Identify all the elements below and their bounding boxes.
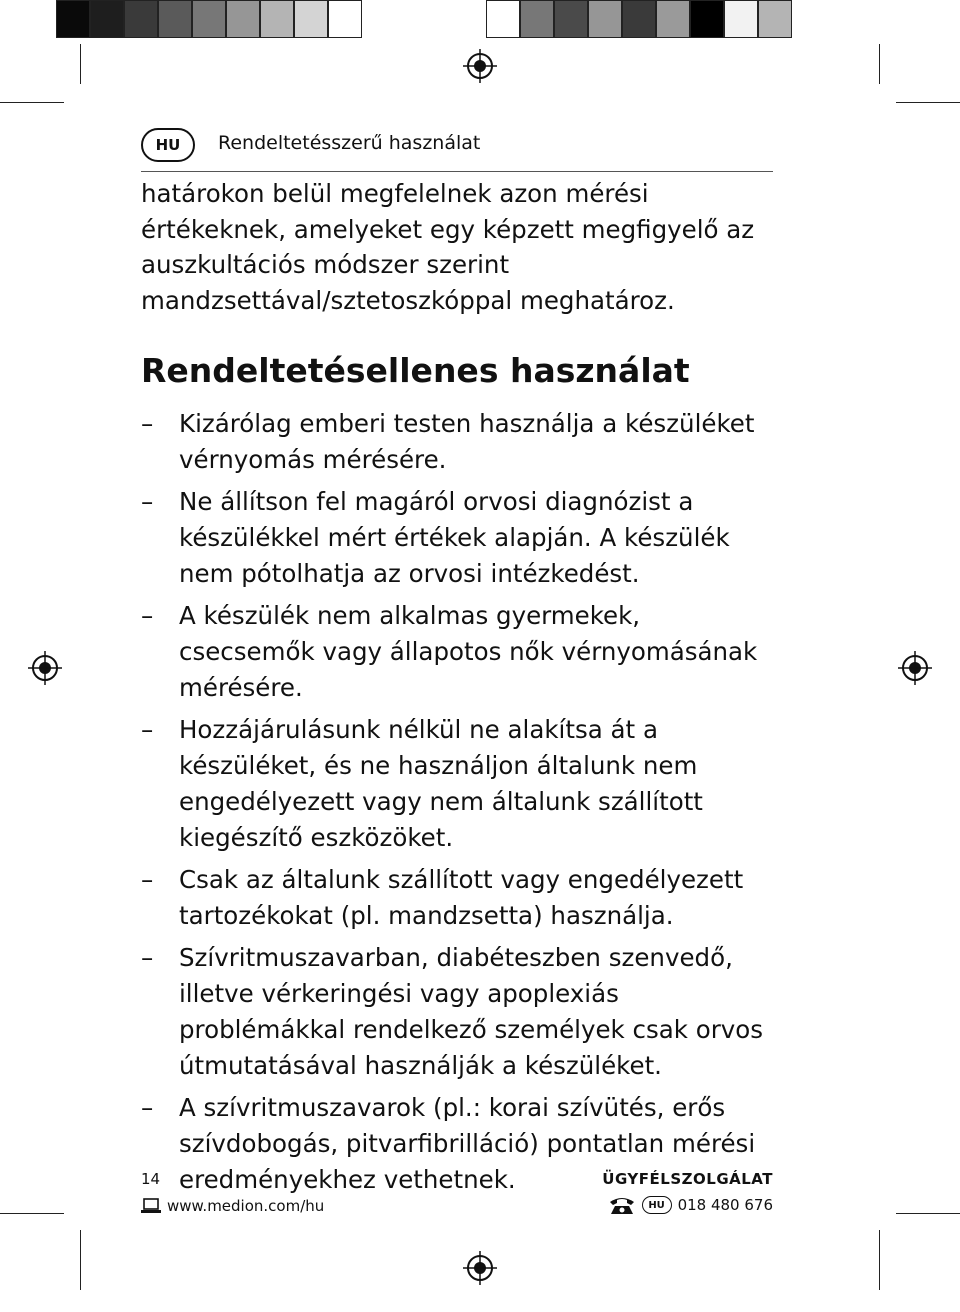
list-item-text: Kizárólag emberi testen használja a készüléket vérnyomás mérésére. bbox=[179, 409, 755, 474]
website-row bbox=[141, 1197, 324, 1215]
bullet-dash: – bbox=[141, 1093, 154, 1122]
intro-paragraph: határokon belül megfelelnek azon mérési értékeknek, amelyeket egy képzett megfigyelő az auszkultációs módszer szerint mandzsettával/sztetoszkóppal meghatároz. bbox=[141, 179, 755, 315]
calibration-bar-right bbox=[486, 0, 792, 38]
list-item-text: Ne állítson fel magáról orvosi diagnózist a készülékkel mért értékek alapján. A készülék nem pótolhatja az orvosi intézkedést. bbox=[179, 487, 730, 588]
crop-mark bbox=[80, 44, 81, 84]
registration-target-icon bbox=[463, 49, 497, 83]
telephone-icon bbox=[608, 1195, 636, 1215]
header-divider bbox=[141, 171, 773, 172]
list-item bbox=[141, 940, 781, 1084]
calibration-swatch bbox=[158, 0, 192, 38]
page-number: 14 bbox=[141, 1170, 161, 1188]
calibration-swatch bbox=[690, 0, 724, 38]
laptop-icon bbox=[141, 1198, 161, 1214]
crop-mark bbox=[896, 1213, 960, 1214]
section-header-title: Rendeltetésszerű használat bbox=[218, 132, 481, 154]
list-item bbox=[141, 712, 781, 856]
registration-target-icon bbox=[463, 1251, 497, 1285]
calibration-swatch bbox=[124, 0, 158, 38]
crop-mark bbox=[80, 1230, 81, 1290]
bullet-dash: – bbox=[141, 601, 154, 630]
crop-mark bbox=[0, 102, 64, 103]
calibration-swatch bbox=[260, 0, 294, 38]
registration-target-icon bbox=[28, 651, 62, 685]
list-item bbox=[141, 598, 781, 706]
section-heading: Rendeltetésellenes használat bbox=[141, 351, 690, 390]
calibration-bar-left bbox=[56, 0, 362, 38]
calibration-swatch bbox=[758, 0, 792, 38]
calibration-swatch bbox=[656, 0, 690, 38]
registration-target-icon bbox=[898, 651, 932, 685]
calibration-swatch bbox=[554, 0, 588, 38]
calibration-swatch bbox=[724, 0, 758, 38]
list-item-text: Hozzájárulásunk nélkül ne alakítsa át a készüléket, és ne használjon általunk nem engedélyezett vagy nem általunk szállított kiegészítő eszközöket. bbox=[179, 715, 703, 852]
bullet-dash: – bbox=[141, 409, 154, 438]
calibration-swatch bbox=[622, 0, 656, 38]
hotline-row bbox=[608, 1195, 773, 1215]
bullet-dash: – bbox=[141, 715, 154, 744]
crop-mark bbox=[0, 1213, 64, 1214]
calibration-swatch bbox=[588, 0, 622, 38]
calibration-swatch bbox=[192, 0, 226, 38]
hotline-number: 018 480 676 bbox=[677, 1196, 773, 1214]
list-item bbox=[141, 484, 781, 592]
calibration-swatch bbox=[294, 0, 328, 38]
list-item-text: A készülék nem alkalmas gyermekek, csecsemők vagy állapotos nők vérnyomásának mérésére. bbox=[179, 601, 758, 702]
calibration-swatch bbox=[328, 0, 362, 38]
language-badge: HU bbox=[141, 128, 195, 162]
calibration-swatch bbox=[486, 0, 520, 38]
website-link[interactable]: www.medion.com/hu bbox=[167, 1197, 325, 1215]
warning-list bbox=[141, 406, 781, 1204]
calibration-swatch bbox=[520, 0, 554, 38]
calibration-swatch bbox=[56, 0, 90, 38]
bullet-dash: – bbox=[141, 865, 154, 894]
bullet-dash: – bbox=[141, 487, 154, 516]
bullet-dash: – bbox=[141, 943, 154, 972]
calibration-swatch bbox=[226, 0, 260, 38]
crop-mark bbox=[896, 102, 960, 103]
customer-service-label: ÜGYFÉLSZOLGÁLAT bbox=[602, 1170, 773, 1188]
crop-mark bbox=[879, 1230, 880, 1290]
list-item bbox=[141, 862, 781, 934]
crop-mark bbox=[879, 44, 880, 84]
phone-country-badge: HU bbox=[642, 1196, 672, 1214]
list-item-text: Szívritmuszavarban, diabéteszben szenvedő, illetve vérkeringési vagy apoplexiás problémákkal rendelkező személyek csak orvos útmutatásával használják a készüléket. bbox=[179, 943, 764, 1080]
list-item-text: A szívritmuszavarok (pl.: korai szívütés, erős szívdobogás, pitvarfibrilláció) pontatlan mérési eredményekhez vethetnek. bbox=[179, 1093, 756, 1194]
calibration-swatch bbox=[90, 0, 124, 38]
list-item bbox=[141, 406, 781, 478]
list-item-text: Csak az általunk szállított vagy engedélyezett tartozékokat (pl. mandzsetta) használja. bbox=[179, 865, 744, 930]
